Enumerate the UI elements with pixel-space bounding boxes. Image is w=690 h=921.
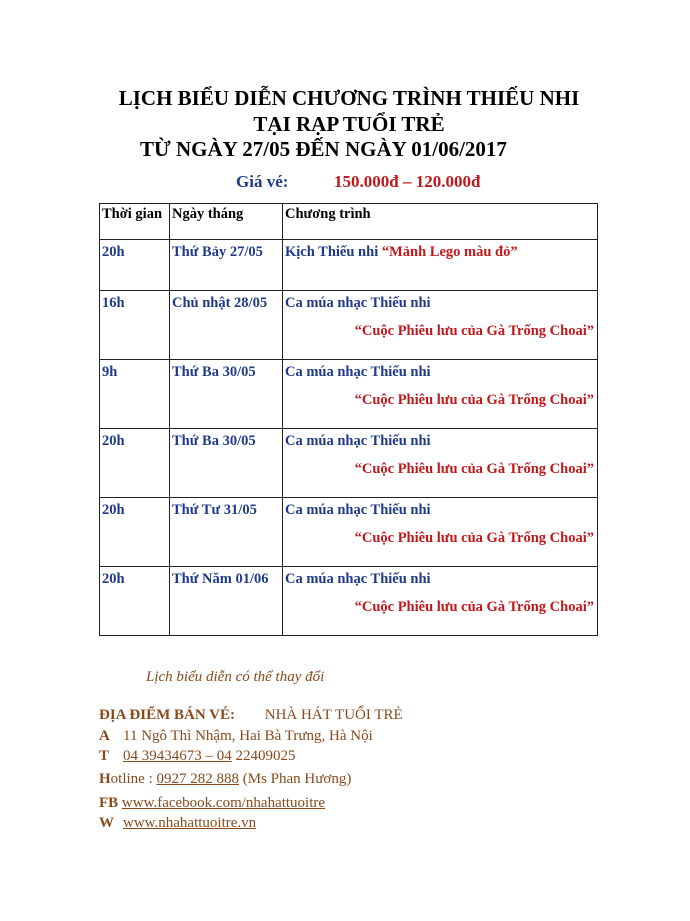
cell-program [283,291,598,360]
schedule-table [99,203,598,636]
header-date: Ngày tháng [170,204,283,240]
show-title: “Cuộc Phiêu lưu của Gà Trống Choai” [354,392,594,408]
hotline-contact: (Ms Phan Hương) [239,771,352,787]
table-row [100,498,598,567]
phone-rest: 22409025 [231,748,296,764]
title-line-3: TỪ NGÀY 27/05 ĐẾN NGÀY 01/06/2017 [140,137,507,161]
schedule-note: Lịch biểu diễn có thể thay đổi [146,669,325,685]
cell-time: 20h [100,498,170,567]
header-time: Thời gian [100,204,170,240]
cell-time: 20h [100,240,170,291]
show-title: “Cuộc Phiêu lưu của Gà Trống Choai” [354,530,594,546]
cell-program [283,567,598,636]
cell-date: Thứ Ba 30/05 [170,360,283,429]
hotline-link[interactable]: 0927 282 888 [156,771,239,787]
price-label: Giá vé: [236,172,289,191]
hotline-label: otline : [110,771,157,787]
venue-line [99,707,403,724]
price-value: 150.000đ – 120.000đ [334,172,481,191]
cell-time: 16h [100,291,170,360]
cell-date: Thứ Ba 30/05 [170,429,283,498]
facebook-label: FB [99,795,119,811]
hotline-line [99,771,351,788]
cell-time: 9h [100,360,170,429]
facebook-link[interactable]: www.facebook.com/nhahattuoitre [121,795,326,811]
program-type: Ca múa nhạc Thiếu nhi [285,502,431,518]
cell-program [283,240,598,291]
cell-date: Thứ Tư 31/05 [170,498,283,567]
cell-date: Chủ nhật 28/05 [170,291,283,360]
facebook-line [99,795,325,812]
phone-link[interactable]: 04 39434673 – 04 [123,748,232,764]
venue-name: NHÀ HÁT TUỔI TRẺ [264,707,403,723]
title-line-2: TẠI RẠP TUỔI TRẺ [253,112,445,136]
table-row [100,567,598,636]
address-line [99,728,373,745]
cell-date: Thứ Năm 01/06 [170,567,283,636]
address-label: A [99,728,110,744]
program-type: Ca múa nhạc Thiếu nhi [285,433,431,449]
table-row [100,429,598,498]
website-link[interactable]: www.nhahattuoitre.vn [123,815,257,831]
table-header-row [100,204,598,240]
cell-program [283,360,598,429]
title-line-1: LỊCH BIỂU DIỄN CHƯƠNG TRÌNH THIẾU NHI [118,86,580,110]
table-row [100,291,598,360]
cell-program [283,429,598,498]
table-row [100,240,598,291]
cell-date: Thứ Bảy 27/05 [170,240,283,291]
show-title: “Cuộc Phiêu lưu của Gà Trống Choai” [354,323,594,339]
cell-program [283,498,598,567]
program-type: Kịch Thiếu nhi [285,244,382,260]
website-line [99,815,256,832]
cell-time: 20h [100,429,170,498]
hotline-prefix: H [99,771,111,787]
website-label: W [99,815,114,831]
address-text: 11 Ngô Thì Nhậm, Hai Bà Trưng, Hà Nội [123,728,373,744]
header-program: Chương trình [283,204,598,240]
program-type: Ca múa nhạc Thiếu nhi [285,364,431,380]
show-title: “Cuộc Phiêu lưu của Gà Trống Choai” [354,461,594,477]
program-type: Ca múa nhạc Thiếu nhi [285,571,431,587]
table-row [100,360,598,429]
venue-label: ĐỊA ĐIỂM BÁN VÉ: [99,707,235,723]
cell-time: 20h [100,567,170,636]
phone-label: T [99,748,110,764]
show-title: “Cuộc Phiêu lưu của Gà Trống Choai” [354,599,594,615]
program-type: Ca múa nhạc Thiếu nhi [285,295,431,311]
show-title: “Mảnh Lego màu đỏ” [381,244,518,260]
phone-line [99,748,296,765]
